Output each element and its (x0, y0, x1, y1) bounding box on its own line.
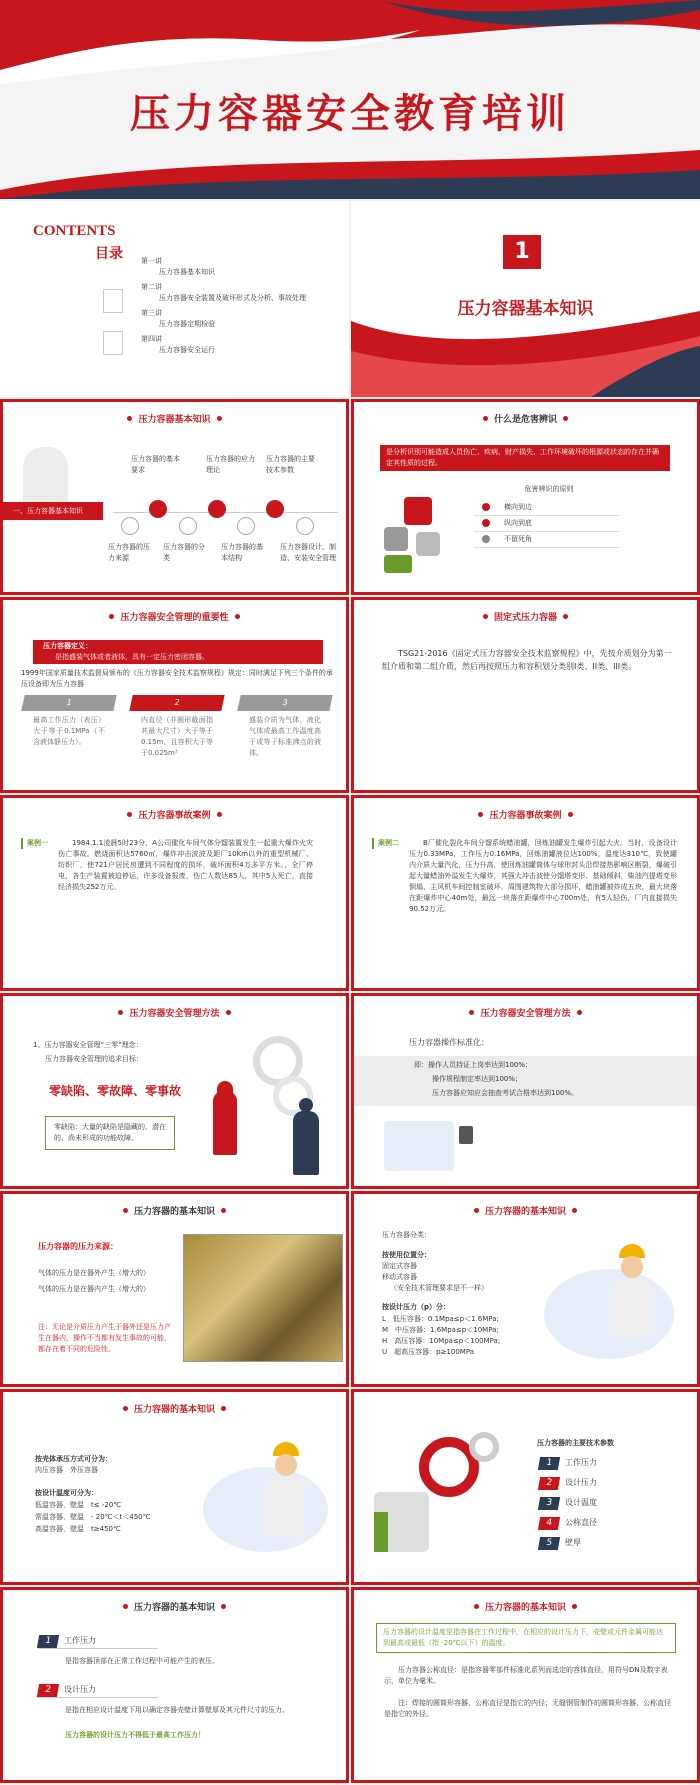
param-item[interactable] (539, 1476, 679, 1490)
category-item: M 中压容器：1.6Mpa≤p＜10MPa; (382, 1326, 499, 1334)
page-title: 压力容器安全教育培训 (130, 91, 570, 137)
slide-heading: 压力容器的基本知识 (3, 1204, 346, 1217)
condition-card (131, 695, 223, 763)
category-item: H 高压容器：10Mpa≤p＜100MPa; (382, 1337, 501, 1345)
gears-illustration (374, 1432, 514, 1572)
link-icon[interactable] (179, 517, 197, 535)
category-item: 高温容器，壁温 t≥450℃ (35, 1525, 121, 1533)
warning-text: 压力容器的设计压力不得低于最高工作压力！ (65, 1731, 205, 1739)
definition-box (33, 640, 323, 664)
contents-topic[interactable]: 压力容器安全运行 (159, 346, 215, 354)
standard-item: 即：操作人员持证上岗率达到100%； (414, 1061, 533, 1069)
condition-text: 盛装介质为气体、液化气体或最高工作温度高于或等于标准沸点的液体。 (249, 716, 321, 757)
definition-banner: 是分析识别可能造成人员伤亡、疾病、财产损失、工作环境破坏的根源或状态的存在并确定其性质的过程。 (380, 445, 670, 471)
chart-icon[interactable] (208, 500, 226, 518)
topic-text: 压力容器设计、制造、安装安全管理 (280, 543, 336, 562)
body-text: TSG21-2016《固定式压力容器安全技术监察规程》中，先按介质划分为第一组介质和第二组介质，然后再按照压力和容积划分类别I类、II类、III类。 (382, 649, 672, 671)
contents-topic[interactable]: 压力容器安全装置及破坏形式及分析、事故处理 (159, 294, 306, 302)
note-text: 注：无论是介质压力产生于器外还是压力产生在器内，操作不当都有发生事故的可能，都存在着不同的危险性。 (38, 1323, 171, 1353)
term-heading (38, 1634, 158, 1649)
param-label: 设计温度 (565, 1498, 597, 1507)
term-heading (38, 1683, 158, 1698)
param-number: 5 (538, 1537, 560, 1550)
param-number: 2 (538, 1477, 560, 1490)
slide-heading: 压力容器的基本知识 (3, 1600, 346, 1613)
person-silhouette (23, 447, 68, 507)
case-tag: 案例二 (372, 838, 399, 849)
param-label: 工作压力 (565, 1458, 597, 1467)
gear-icon (482, 503, 490, 511)
fixed-vessel-slide (351, 597, 700, 793)
slide-heading: 压力容器基本知识 (3, 412, 346, 425)
standardization-slide (351, 993, 700, 1189)
calculator-icon (459, 1126, 473, 1144)
term-number: 1 (37, 1635, 59, 1648)
slide-heading: 压力容器事故案例 (354, 808, 697, 821)
slide-heading: 什么是危害辨识 (354, 412, 697, 425)
category-title: 按壳体承压方式可分为： (35, 1455, 112, 1463)
pressure-def-slide (0, 1587, 349, 1783)
intro-text: 1999年国家质量技术监督局颁布的《压力容器安全技术监察规程》规定：同时满足下列三个条件的承压设备即为压力容器 (21, 669, 333, 688)
classification-slide (351, 1191, 700, 1387)
section-subtitle: 压力容器的压力来源： (38, 1242, 118, 1251)
param-item[interactable] (539, 1536, 679, 1550)
temperature-slide (351, 1587, 700, 1783)
pressure-source-slide (0, 1191, 349, 1387)
film-icon[interactable] (266, 500, 284, 518)
document-illustration (384, 1121, 454, 1171)
section-title: 压力容器基本知识 (457, 299, 594, 319)
document-icon (103, 289, 123, 313)
overview-slide (0, 399, 349, 595)
principle-item: 横向到边 (504, 503, 532, 511)
slide-heading: 压力容器的基本知识 (354, 1204, 697, 1217)
slide-heading: 压力容器安全管理的重要性 (3, 610, 346, 623)
timeline-line (113, 512, 338, 513)
contents-lecture[interactable]: 第一讲 (141, 257, 162, 265)
gears-illustration (223, 1036, 323, 1176)
three-zero-slide (0, 993, 349, 1189)
body-text: 压力容器公称直径：是指容器零部件标准化系列而选定的容体直径，用符号DN及数字表示，单位为毫米。 (384, 1666, 668, 1685)
slide-heading: 压力容器的基本知识 (3, 1402, 346, 1415)
category-item: 移动式容器 (382, 1273, 417, 1281)
contents-list (141, 256, 341, 356)
param-number: 1 (538, 1457, 560, 1470)
term-title: 工作压力 (64, 1636, 96, 1645)
source-item: 气体的压力是在器内产生（增大的） (38, 1285, 150, 1293)
category-item: L 低压容器：0.1Mpa≤p＜1.6MPa; (382, 1315, 499, 1323)
worker-illustration (203, 1442, 333, 1552)
title-slide (0, 0, 700, 199)
condition-number: 3 (237, 695, 332, 711)
section-subtitle: 压力容器分类： (382, 1231, 431, 1239)
topic-text: 压力容器的主要技术参数 (266, 455, 315, 474)
principle-list (474, 500, 619, 548)
principle-item: 不留死角 (504, 535, 532, 543)
category-item: 内压容器 外压容器 (35, 1466, 98, 1474)
sidebar-label: 一、压力容器基本知识 (3, 502, 103, 520)
user-icon[interactable] (121, 517, 139, 535)
slide-heading: 压力容器事故案例 (3, 808, 346, 821)
slide-heading: 压力容器的基本知识 (354, 1600, 697, 1613)
param-number: 4 (538, 1517, 560, 1530)
puzzle-hand-icon (384, 497, 449, 577)
category-item: 固定式容器 (382, 1262, 417, 1270)
machinery-photo (183, 1234, 343, 1362)
contents-cn: 目录 (95, 246, 123, 262)
body-text: 注：焊接的圆筒形容器，公称直径是指它的内径；无缝钢管制作的圆筒形容器，公称直径是指它的外径。 (384, 1699, 671, 1718)
param-item[interactable] (539, 1516, 679, 1530)
contents-topic[interactable]: 压力容器定期检验 (159, 320, 215, 328)
condition-number: 2 (129, 695, 224, 711)
case-text: 1984.1.1凌晨5时23分，A公司催化车间气体分馏装置发生一起重大爆炸火灾伤亡事故。燃烧面积达5760㎡，爆炸冲击波波及距厂10Km以外的重型机械厂、纺织厂，使721户居民房遭到不同程度的损坏，破坏面积4万多平方米。，全厂停电，各生产装置被迫停运，许多设备报废，伤亡人数达85人，其中5人死亡，直接经济损失252万元。 (58, 839, 313, 891)
condition-card (23, 695, 115, 752)
slide-heading: 压力容器安全管理方法 (354, 1006, 697, 1019)
category-item: （安全技术管理要求是不一样） (390, 1284, 488, 1292)
body-text: 压力容器安全管理的追求目标： (45, 1055, 143, 1063)
term-title: 设计压力 (64, 1685, 96, 1694)
param-label: 设计压力 (565, 1478, 597, 1487)
contents-lecture[interactable]: 第二讲 (141, 283, 162, 291)
category-item: U 超高压容器：p≥100MPa (382, 1348, 475, 1356)
param-item[interactable] (539, 1496, 679, 1510)
condition-text: 内直径（非圆形截面指其最大尺寸）大于等于0.15m，且容积大于等于0.025m³ (141, 716, 213, 757)
condition-text: 最高工作压力（表压）大于等于0.1MPa（不含液体静压力）。 (33, 716, 105, 746)
contents-topic[interactable]: 压力容器基本知识 (159, 268, 215, 276)
category-title: 按设计压力（p）分： (382, 1303, 451, 1311)
section-number: 1 (503, 235, 541, 269)
contents-slide (0, 201, 349, 397)
condition-number: 1 (21, 695, 116, 711)
topic-text: 压力容器的基本要求 (131, 455, 180, 474)
contents-en: CONTENTS (33, 223, 116, 239)
param-number: 3 (538, 1497, 560, 1510)
slide-heading: 压力容器安全管理方法 (3, 1006, 346, 1019)
chat-icon[interactable] (296, 517, 314, 535)
shell-temp-slide (0, 1389, 349, 1585)
category-title: 按使用位置分： (382, 1251, 431, 1259)
param-label: 公称直径 (565, 1518, 597, 1527)
term-number: 2 (37, 1684, 59, 1697)
pen-icon[interactable] (237, 517, 255, 535)
condition-card (239, 695, 331, 763)
term-description: 是指在相应设计温度下用以确定容器壳壁计算壁厚及其元件尺寸的压力。 (65, 1706, 289, 1714)
body-text: 1、压力容器安全管理“三零”理念： (33, 1041, 143, 1049)
worker-illustration (544, 1239, 684, 1359)
people-icon (482, 519, 490, 527)
topic-text: 压力容器的应力理论 (206, 455, 255, 474)
document-icon (103, 331, 123, 355)
contents-lecture[interactable]: 第四讲 (141, 335, 162, 343)
phone-icon[interactable] (149, 500, 167, 518)
importance-slide (0, 597, 349, 793)
section-subtitle: 压力容器操作标准化： (409, 1038, 489, 1047)
principle-item: 纵向到底 (504, 519, 532, 527)
category-title: 按设计温度可分为： (35, 1489, 98, 1497)
category-item: 低温容器，壁温 t≤ -20℃ (35, 1501, 122, 1509)
note-box: 零缺陷：大量的缺陷是隐藏的、潜在的、尚未形成的功能故障。 (45, 1116, 175, 1150)
source-item: 气体的压力是在器外产生（增大的） (38, 1269, 150, 1277)
case1-slide (0, 795, 349, 991)
topic-text: 压力容器的基本结构 (221, 543, 263, 562)
topic-text: 压力容器的分类 (163, 543, 205, 562)
category-item: 常温容器，壁温 - 20℃＜t＜450℃ (35, 1513, 151, 1521)
highlight-box: 压力容器的设计温度是指容器在工作过程中，在相应的设计压力下，壳壁或元件金属可能达到最高或最低（指 -20℃以下）的温度。 (376, 1623, 676, 1653)
case-text: B厂催化裂化车间分馏系统蜡油罐，回炼油罐发生爆炸引起大火。当时，设备设计压力0.33MPa，工作压力0.16MPa，回炼油罐液位达100%，温度达310℃，致使罐内介质大量汽化，压力升高，使回炼油罐筒体与球形封头沿焊接热影响区断裂，爆破引起大量蜡油外溢发生大爆炸，其强大冲击波使分馏塔变形、基础倾斜，柴油汽提塔变形倒塌，主风机车间控制室破坏、周围建筑物大部分损坏，蜡油罐被炸成五块，最大块落在距爆炸中心40m处，最远一块落在距爆炸中心700m处，有5人轻伤，厂内直接损失90.52万元。 (409, 839, 677, 913)
standard-item: 压力容器应知应会抽查考试合格率达到100%。 (432, 1089, 579, 1097)
topic-text: 压力容器的压力来源 (108, 543, 150, 562)
standard-item: 操作规程制定率达到100%； (432, 1075, 523, 1083)
contents-lecture[interactable]: 第三讲 (141, 309, 162, 317)
params-title: 压力容器的主要技术参数 (537, 1439, 614, 1447)
goal-text: 零缺陷、零故障、零事故 (49, 1084, 182, 1098)
hazard-slide (351, 399, 700, 595)
param-item[interactable] (539, 1456, 679, 1470)
param-label: 壁厚 (565, 1538, 581, 1547)
principle-title: 危害辨识的原则 (524, 485, 574, 493)
definition-text: 是指盛装气体或者液体，具有一定压力密闭容器。 (55, 653, 209, 661)
params-list (539, 1456, 679, 1556)
slide-heading: 固定式压力容器 (354, 610, 697, 623)
settings-icon (482, 535, 490, 543)
section-slide (351, 201, 700, 397)
term-description: 是指容器顶部在正常工作过程中可能产生的表压。 (65, 1657, 219, 1665)
case2-slide (351, 795, 700, 991)
case-tag: 案例一 (21, 838, 48, 849)
definition-label: 压力容器定义： (43, 642, 92, 650)
parameters-slide (351, 1389, 700, 1585)
